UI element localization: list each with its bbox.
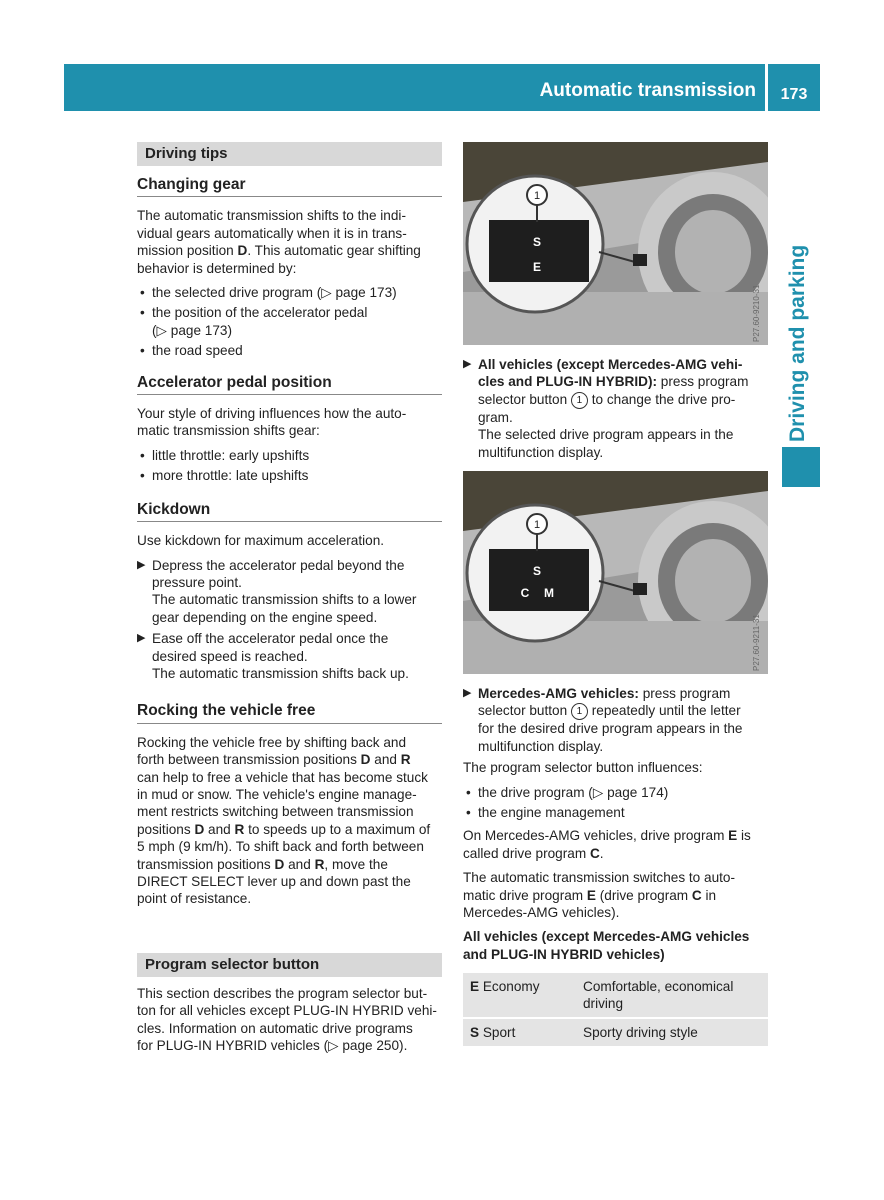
photo-program-selector-button xyxy=(463,142,768,345)
heading-changing-gear: Changing gear xyxy=(137,176,442,197)
list-item: • the road speed xyxy=(137,342,442,359)
step-arrow-icon: ▶ xyxy=(463,358,472,370)
chapter-tab-marker xyxy=(782,447,820,487)
paragraph-influences: The program selector button influences: xyxy=(463,760,703,776)
list-throttle xyxy=(137,447,442,485)
program-letter: S xyxy=(532,564,542,578)
right-column-top xyxy=(463,356,768,465)
image-code: P27.60-9211-31 xyxy=(752,614,761,671)
chapter-tab-label: Driving and parking xyxy=(786,244,809,442)
heading-kickdown: Kickdown xyxy=(137,501,442,522)
paragraph-program-selector: This section describes the program selector but- ton for all vehicles except PLUG-IN HYBRID vehi- cles. Information on automatic drive programs for PLUG-IN HYBRID vehicles (▷ page 250). xyxy=(137,986,437,1054)
paragraph-accelerator: Your style of driving influences how the auto- matic transmission shifts gear: xyxy=(137,406,407,439)
console-illustration xyxy=(463,471,768,674)
step-arrow-icon: ▶ xyxy=(463,687,472,699)
table-cell: Comfortable, economical driving xyxy=(576,973,768,1017)
list-item: • the drive program (▷ page 174) xyxy=(463,784,768,801)
heading-rocking: Rocking the vehicle free xyxy=(137,702,442,723)
table-cell: S Sport xyxy=(463,1019,576,1046)
left-column xyxy=(137,142,442,915)
step-arrow-icon: ▶ xyxy=(137,632,146,645)
list-item: • the engine management xyxy=(463,804,768,821)
paragraph-changing-gear: The automatic transmission shifts to the indi- vidual gears automatically when it is in trans- mission position D. This automatic gear shifting behavior is determined by: xyxy=(137,208,421,276)
callout-number: 1 xyxy=(533,190,541,202)
paragraph-rocking: Rocking the vehicle free by shifting back and forth between transmission positions D and R can help to free a vehicle that has become stuck in mud or snow. The vehicle's engine manage- ment restricts switching between transmission positions D and R to speeds up to a maximum of 5 mph (9 km/h). To shift back and forth between transmission positions D and R, move the DIRECT SELECT lever up and down past the point of resistance. xyxy=(137,734,431,907)
step-arrow-icon: ▶ xyxy=(137,558,146,571)
table-heading: All vehicles (except Mercedes-AMG vehicles and PLUG-IN HYBRID vehicles) xyxy=(463,929,750,962)
heading-accelerator: Accelerator pedal position xyxy=(137,374,442,395)
list-gear-factors xyxy=(137,284,442,360)
program-letter: E xyxy=(532,260,542,274)
table-cell: Sporty driving style xyxy=(576,1019,768,1046)
photo-program-selector-amg xyxy=(463,471,768,674)
right-column-bottom xyxy=(463,685,768,1048)
paragraph-amg-program: On Mercedes-AMG vehicles, drive program E is called drive program C. xyxy=(463,828,751,861)
paragraph-kickdown: Use kickdown for maximum acceleration. xyxy=(137,533,385,549)
list-item: • the position of the accelerator pedal (▷ page 173) xyxy=(137,304,442,339)
instruction-step: ▶ Mercedes-AMG vehicles: press program selector button 1 repeatedly until the letter for the desired drive program appears in the multifunction display. xyxy=(463,686,743,754)
paragraph-auto-switch: The automatic transmission switches to auto- matic drive program E (drive program C in Mercedes-AMG vehicles). xyxy=(463,870,735,921)
image-code: P27.60-9210-31 xyxy=(752,284,761,342)
page-section-title: Automatic transmission xyxy=(539,80,756,101)
section-title-program-selector: Program selector button xyxy=(137,953,442,977)
program-selector-section xyxy=(137,953,442,1062)
callout-number: 1 xyxy=(571,703,588,720)
section-title-driving-tips: Driving tips xyxy=(137,142,442,166)
drive-program-table xyxy=(463,971,768,1048)
console-illustration xyxy=(463,142,768,345)
table-row xyxy=(463,973,768,1017)
table-row xyxy=(463,1019,768,1046)
program-letter: C xyxy=(520,586,530,600)
instruction-step: ▶ Ease off the accelerator pedal once the desired speed is reached. The automatic transmission shifts back up. xyxy=(137,631,409,681)
list-item: • little throttle: early upshifts xyxy=(137,447,442,464)
instruction-step: ▶ All vehicles (except Mercedes-AMG vehi- cles and PLUG-IN HYBRID): press program selector button 1 to change the drive pro- gram. The selected drive program appears in the multifunction display. xyxy=(463,357,749,460)
header-divider xyxy=(765,64,768,111)
list-influences xyxy=(463,784,768,822)
callout-number: 1 xyxy=(533,519,541,531)
list-item: • the selected drive program (▷ page 173) xyxy=(137,284,442,301)
program-letter: M xyxy=(544,586,554,600)
page-number: 173 xyxy=(780,86,808,103)
instruction-step: ▶ Depress the accelerator pedal beyond the pressure point. The automatic transmission shifts to a lower gear depending on the engine speed. xyxy=(137,557,417,625)
table-cell: E Economy xyxy=(463,973,576,1017)
callout-number: 1 xyxy=(571,392,588,409)
program-letter: S xyxy=(532,235,542,249)
list-item: • more throttle: late upshifts xyxy=(137,467,442,484)
